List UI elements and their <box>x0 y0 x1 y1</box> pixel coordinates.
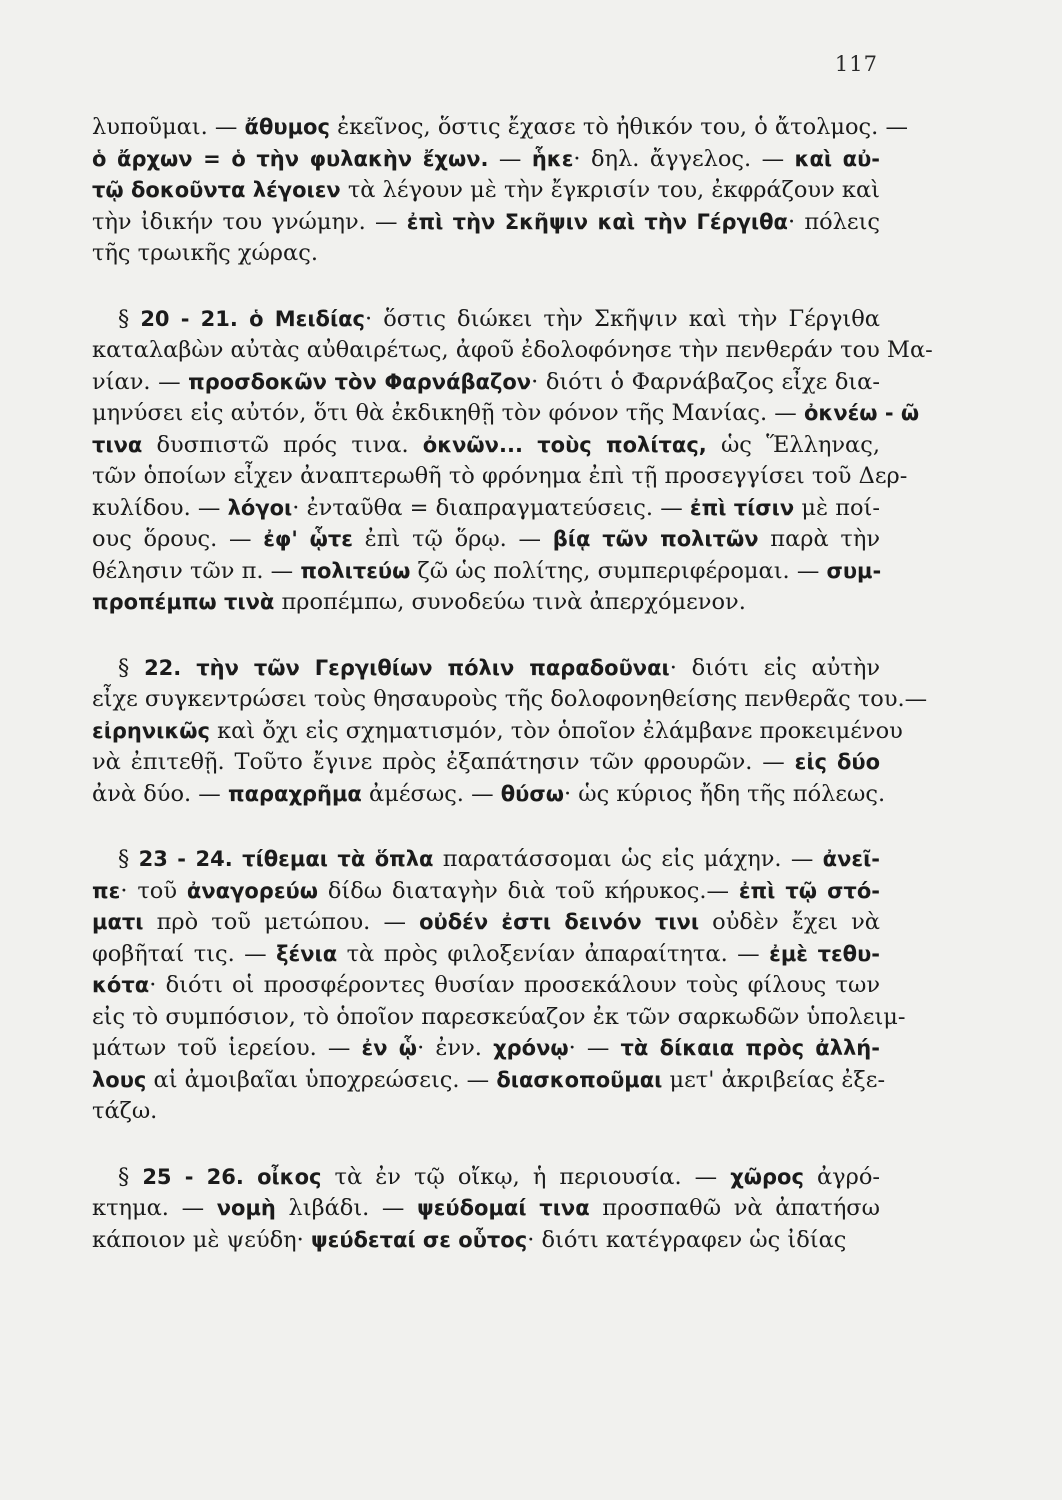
headword: προσδοκῶν τὸν Φαρνάβαζον <box>188 369 532 394</box>
paragraph <box>92 304 933 619</box>
gloss-text: τάζω. <box>92 1098 158 1124</box>
headword: πολιτεύω <box>300 558 411 583</box>
gloss-text: παρὰ τὴν <box>758 526 880 552</box>
paragraph-gap <box>92 810 880 844</box>
text-line <box>92 398 920 430</box>
text-line <box>92 1002 906 1034</box>
text-line <box>92 1193 880 1225</box>
gloss-text: ἐπὶ τῷ ὅρῳ. — <box>352 526 553 552</box>
text-line <box>92 876 880 908</box>
headword: βίᾳ τῶν πολιτῶν <box>552 527 759 551</box>
gloss-text: ους ὅρους. — <box>92 526 264 552</box>
gloss-text: τὰ λέγουν μὲ τὴν ἔγκρισίν του, ἐκφράζουν καὶ <box>340 177 880 203</box>
headword: παραχρῆμα <box>227 781 362 806</box>
headword: ξένια <box>276 941 338 966</box>
text-line <box>92 587 880 619</box>
gloss-text: ἀγρό- <box>803 1163 881 1190</box>
gloss-text: εἰς τὸ συμπόσιον, τὸ ὁποῖον παρεσκεύαζον ἐκ τῶν σαρκωδῶν ὑπολειμ- <box>92 1003 906 1030</box>
headword: ἐμὲ τεθυ- <box>769 941 881 966</box>
gloss-text: δυσπιστῶ πρός τινα. <box>142 431 423 458</box>
gloss-text: § <box>118 654 145 681</box>
headword: προπέμπω τινὰ <box>92 590 275 614</box>
page-number: 117 <box>834 52 878 76</box>
gloss-text: κτημα. — <box>92 1195 217 1221</box>
headword: καὶ αὐ- <box>794 146 880 171</box>
headword: ἄθυμος <box>244 115 330 139</box>
gloss-text: νίαν. — <box>92 368 189 395</box>
gloss-text: λυποῦμαι. — <box>92 114 245 140</box>
gloss-text: ζῶ ὡς πολίτης, συμπεριφέρομαι. — <box>410 557 827 584</box>
text-line <box>92 844 880 876</box>
headword: 20 - 21. ὁ Μειδίας <box>140 306 366 331</box>
gloss-text: τὰ ἐν τῷ οἴκῳ, ἡ περιουσία. — <box>321 1163 731 1190</box>
gloss-text: — <box>488 145 532 172</box>
gloss-text: · διότι κατέγραφεν ὡς ἰδίας <box>527 1226 847 1253</box>
gloss-text: παρατάσσομαι ὡς εἰς μάχην. — <box>433 846 823 872</box>
text-line <box>92 1096 880 1128</box>
text-line <box>92 144 880 176</box>
gloss-text: ὡς Ἕλληνας, <box>706 431 880 458</box>
headword: κότα <box>92 973 150 997</box>
text-line <box>92 1065 886 1097</box>
paragraph <box>92 112 908 270</box>
headword: χρόνῳ <box>493 1036 569 1060</box>
headword: νομὴ <box>216 1196 276 1220</box>
gloss-text: μάτων τοῦ ἱερείου. — <box>92 1035 362 1061</box>
gloss-text: μὲ ποί- <box>794 494 880 521</box>
gloss-text: εἶχε συγκεντρώσει τοὺς θησαυροὺς τῆς δολοφονηθείσης πενθερᾶς του.— <box>92 686 928 712</box>
headword: ἀναγορεύω <box>186 878 318 903</box>
headword: ἐφ' ᾧτε <box>263 527 353 551</box>
headword: εἰρηνικῶς <box>92 718 210 743</box>
headword: ψεύδεταί σε οὗτος <box>310 1227 528 1252</box>
text-line <box>92 524 880 556</box>
gloss-text: αἱ ἀμοιβαῖαι ὑποχρεώσεις. — <box>146 1066 497 1093</box>
headword: ἐν ᾧ <box>361 1036 418 1060</box>
text-line <box>92 304 880 336</box>
gloss-text: § <box>118 1163 143 1190</box>
headword: διασκοποῦμαι <box>496 1067 663 1092</box>
text-line <box>92 367 880 399</box>
gloss-text: · δηλ. ἄγγελος. — <box>573 145 795 172</box>
headword: ἐπὶ τίσιν <box>689 495 795 520</box>
headword: τὰ δίκαια πρὸς ἀλλή- <box>620 1036 880 1060</box>
headword: λόγοι <box>227 495 293 520</box>
headword: εἰς δύο <box>794 750 880 774</box>
paragraph-gap <box>92 270 880 304</box>
gloss-text: τὰ πρὸς φιλοξενίαν ἀπαραίτητα. — <box>337 940 770 967</box>
gloss-text: · διότι εἰς αὐτὴν <box>669 654 881 681</box>
paragraph <box>92 1162 880 1257</box>
text-line <box>92 335 933 367</box>
text-line <box>92 1033 880 1065</box>
text-line <box>92 716 903 748</box>
text-line <box>92 779 886 811</box>
headword: 23 - 24. τίθεμαι τὰ ὅπλα <box>138 847 434 871</box>
headword: χῶρος <box>730 1164 804 1189</box>
text-line <box>92 207 880 239</box>
gloss-text: καὶ ὄχι εἰς σχηματισμόν, τὸν ὁποῖον ἐλάμβανε προκειμένου <box>209 717 903 744</box>
gloss-text: νὰ ἐπιτεθῇ. Τοῦτο ἔγινε πρὸς ἐξαπάτησιν τῶν φρουρῶν. — <box>92 749 795 775</box>
text-line <box>92 1225 880 1257</box>
text-line <box>92 653 880 685</box>
text-line <box>92 238 880 270</box>
gloss-text: · διότι οἱ προσφέροντες θυσίαν προσεκάλουν τοὺς φίλους των <box>149 972 880 998</box>
headword: 25 - 26. οἶκος <box>142 1164 322 1189</box>
gloss-text: · ἐνταῦθα = διαπραγματεύσεις. — <box>292 494 690 521</box>
gloss-text: φοβῆταί τις. — <box>92 940 277 967</box>
gloss-text: κυλίδου. — <box>92 494 228 521</box>
gloss-text: § <box>118 846 139 872</box>
text-line <box>92 747 880 779</box>
headword: 22. τὴν τῶν Γεργιθίων πόλιν παραδοῦναι <box>144 655 670 680</box>
gloss-text: · ὅστις διώκει τὴν Σκῆψιν καὶ τὴν Γέργιθα <box>365 305 880 332</box>
headword: ὀκνέω - ῶ <box>803 401 920 425</box>
gloss-text: λιβάδι. — <box>275 1195 418 1221</box>
text-line <box>92 556 880 588</box>
gloss-text: τῶν ὁποίων εἶχεν ἀναπτερωθῆ τὸ φρόνημα ἐπὶ τῇ προσεγγίσει τοῦ Δερ- <box>92 463 908 489</box>
headword: ἐπὶ τὴν Σκῆψιν καὶ τὴν Γέργιθα <box>406 209 788 234</box>
text-line <box>92 939 880 971</box>
gloss-text: πρὸ τοῦ μετώπου. — <box>143 909 420 935</box>
gloss-text: καταλαβὼν αὐτὰς αὐθαιρέτως, ἀφοῦ ἐδολοφόνησε τὴν πενθεράν του Μα- <box>92 337 933 363</box>
text-line <box>92 493 880 525</box>
gloss-text: · τοῦ <box>120 877 187 904</box>
gloss-text: προσπαθῶ νὰ ἀπατήσω <box>589 1195 881 1221</box>
gloss-text: δίδω διαταγὴν διὰ τοῦ κήρυκος.— <box>317 877 739 904</box>
headword: συμ- <box>826 558 882 583</box>
paragraph <box>92 844 906 1128</box>
paragraph-gap <box>92 1128 880 1162</box>
headword: πε <box>92 878 121 903</box>
headword: ἐπὶ τῷ στό- <box>738 878 880 903</box>
text-line <box>92 175 880 207</box>
text-line <box>92 970 880 1002</box>
gloss-text: · διότι ὁ Φαρνάβαζος εἶχε δια- <box>531 368 880 395</box>
headword: ὁ ἄρχων = ὁ τὴν φυλακὴν ἔχων. <box>92 146 489 171</box>
text-line <box>92 907 880 939</box>
text-line <box>92 112 908 144</box>
gloss-text: · ἐνν. <box>417 1035 494 1061</box>
headword: τῷ δοκοῦντα λέγοιεν <box>92 178 341 202</box>
headword: ψεύδομαί τινα <box>417 1196 590 1220</box>
gloss-text: κάποιον μὲ ψεύδη· <box>92 1226 311 1253</box>
gloss-text: μετ' ἀκριβείας ἐξε- <box>662 1066 886 1093</box>
gloss-text: θέλησιν τῶν π. — <box>92 557 301 584</box>
headword: ματι <box>92 910 144 934</box>
gloss-text: · πόλεις <box>787 208 881 235</box>
headword: οὐδέν ἐστι δεινόν τινι <box>419 910 700 934</box>
text-line <box>92 461 908 493</box>
paragraph-gap <box>92 619 880 653</box>
gloss-text: τὴν ἰδικήν του γνώμην. — <box>92 208 407 235</box>
gloss-text: προπέμπω, συνοδεύω τινὰ ἀπερχόμενον. <box>274 589 746 615</box>
text-line <box>92 1162 880 1194</box>
headword: θύσω <box>500 781 564 806</box>
text-line <box>92 684 928 716</box>
gloss-text: § <box>118 305 141 332</box>
gloss-text: μηνύσει εἰς αὐτόν, ὅτι θὰ ἐκδικηθῇ τὸν φόνον τῆς Μανίας. — <box>92 400 804 426</box>
headword: ὀκνῶν... τοὺς πολίτας, <box>422 432 707 457</box>
gloss-text: · — <box>568 1035 621 1061</box>
gloss-text: τῆς τρωικῆς χώρας. <box>92 240 318 266</box>
headword: ἀνεῖ- <box>822 847 880 871</box>
gloss-text: · ὡς κύριος ἤδη τῆς πόλεως. <box>563 780 886 807</box>
paragraph <box>92 653 928 811</box>
gloss-text: ἐκεῖνος, ὅστις ἔχασε τὸ ἠθικόν του, ὁ ἄτολμος. — <box>329 114 908 140</box>
text-line <box>92 430 880 462</box>
gloss-text: ἀμέσως. — <box>361 780 501 807</box>
headword: λους <box>92 1067 147 1092</box>
gloss-text: ἀνὰ δύο. — <box>92 780 228 807</box>
headword: τινα <box>92 432 143 457</box>
headword: ἧκε <box>531 146 574 171</box>
text-body <box>92 112 933 1256</box>
gloss-text: οὐδὲν ἔχει νὰ <box>699 909 881 935</box>
